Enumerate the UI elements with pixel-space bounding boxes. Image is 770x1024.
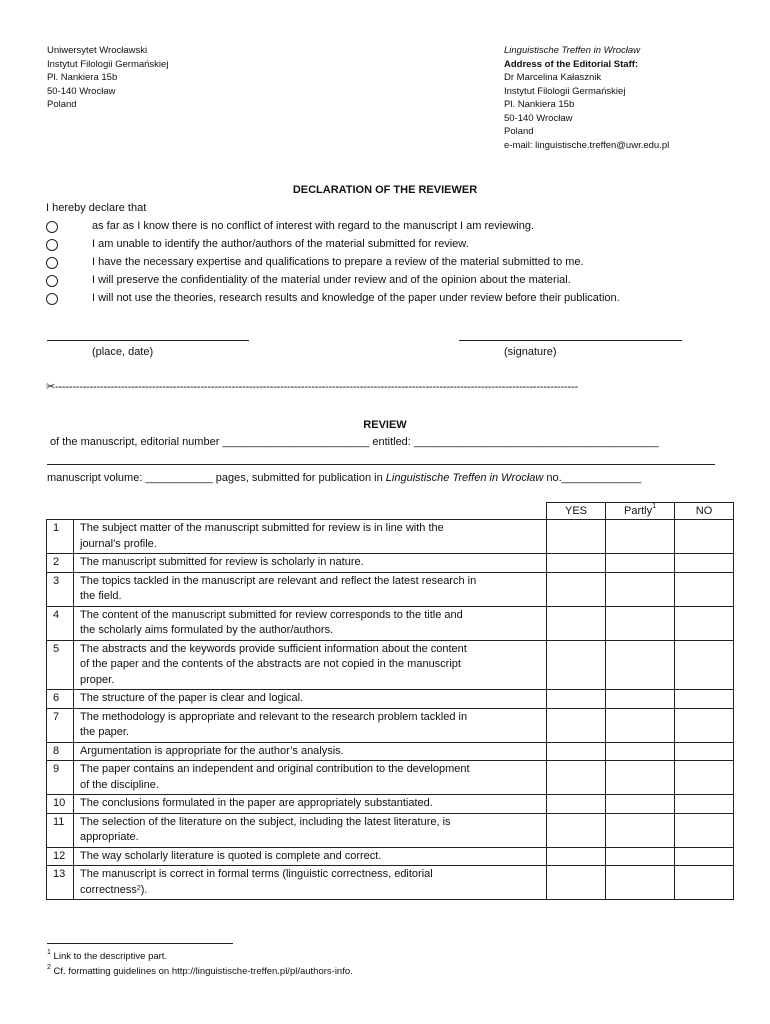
answer-cell-no[interactable]: [675, 742, 734, 761]
radio-circle[interactable]: [46, 221, 58, 233]
footnote-ref: 2: [136, 884, 141, 892]
criterion-line: the paper.: [80, 726, 129, 738]
address-line: Dr Marcelina Kałasznik: [504, 72, 602, 83]
pages-text: pages, submitted for publication in: [215, 472, 383, 484]
answer-cell-partly[interactable]: [606, 866, 675, 900]
no-label: no.: [546, 472, 562, 484]
declaration-item[interactable]: [46, 238, 726, 254]
answer-cell-yes[interactable]: [547, 640, 606, 690]
answer-cell-yes[interactable]: [547, 813, 606, 847]
address-line: Instytut Filologii Germańskiej: [47, 58, 169, 70]
answer-cell-partly[interactable]: [606, 847, 675, 866]
answer-cell-no[interactable]: [675, 813, 734, 847]
journal-name-inline: Linguistische Treffen in Wrocław: [385, 472, 544, 484]
criterion-text: [74, 572, 547, 606]
col-header-partly-label: Partly: [623, 505, 653, 517]
answer-cell-yes[interactable]: [547, 554, 606, 573]
place-date-label: (place, date): [92, 346, 154, 358]
criterion-line: correctness: [80, 883, 137, 896]
title-continuation-line[interactable]: [47, 464, 715, 465]
answer-cell-yes[interactable]: [547, 690, 606, 709]
address-line: Pl. Nankiera 15b: [504, 99, 575, 110]
table-row: [47, 520, 734, 554]
criterion-number: 11: [47, 813, 74, 847]
footnote: [47, 951, 167, 962]
criterion-number: 7: [47, 708, 74, 742]
declaration-intro: I hereby declare that: [46, 202, 147, 214]
answer-cell-yes[interactable]: [547, 742, 606, 761]
answer-cell-partly[interactable]: [606, 606, 675, 640]
criterion-text: [74, 866, 547, 900]
criterion-line: The way scholarly literature is quoted is complete and correct.: [80, 849, 382, 862]
table-row: [47, 866, 734, 900]
signature-line[interactable]: [459, 340, 682, 341]
criterion-number: 8: [47, 742, 74, 761]
signature-label: (signature): [504, 346, 557, 358]
issue-number-field[interactable]: _____________: [561, 472, 642, 484]
radio-circle[interactable]: [46, 257, 58, 269]
criterion-line: appropriate.: [80, 831, 139, 843]
footnote: [47, 966, 353, 977]
criterion-text: [74, 847, 547, 866]
answer-cell-yes[interactable]: [547, 572, 606, 606]
criterion-line: the field.: [80, 590, 122, 602]
answer-cell-yes[interactable]: [547, 866, 606, 900]
answer-cell-yes[interactable]: [547, 795, 606, 814]
radio-circle[interactable]: [46, 293, 58, 305]
answer-cell-yes[interactable]: [547, 606, 606, 640]
answer-cell-no[interactable]: [675, 640, 734, 690]
entitled-field[interactable]: ________________________________________: [413, 436, 659, 448]
criterion-line: The manuscript submitted for review is scholarly in nature.: [80, 556, 364, 568]
declaration-item-text: as far as I know there is no conflict of interest with regard to the manuscript I am reviewing.: [92, 220, 535, 232]
address-line: Uniwersytet Wrocławski: [47, 45, 148, 56]
criterion-line: The selection of the literature on the subject, including the latest literature, is: [80, 815, 451, 828]
criterion-number: 5: [47, 640, 74, 690]
answer-cell-no[interactable]: [675, 761, 734, 795]
answer-cell-no[interactable]: [675, 708, 734, 742]
criterion-text: [74, 813, 547, 847]
answer-cell-partly[interactable]: [606, 520, 675, 554]
address-line: 50-140 Wrocław: [47, 85, 116, 97]
volume-field[interactable]: ___________: [145, 472, 213, 484]
criterion-line: The paper contains an independent and original contribution to the development: [80, 763, 470, 775]
table-row: [47, 690, 734, 709]
declaration-item[interactable]: [46, 292, 726, 308]
declaration-item[interactable]: [46, 274, 726, 290]
col-header-yes: YES: [547, 503, 606, 520]
answer-cell-yes[interactable]: [547, 708, 606, 742]
criterion-number: 2: [47, 554, 74, 573]
criterion-number: 10: [47, 795, 74, 814]
criterion-line: The abstracts and the keywords provide sufficient information about the content: [80, 642, 467, 655]
criterion-number: 6: [47, 690, 74, 709]
criterion-number: 9: [47, 761, 74, 795]
criterion-text: [74, 795, 547, 814]
criterion-text: [74, 640, 547, 690]
answer-cell-no[interactable]: [675, 795, 734, 814]
declaration-item-text: I will not use the theories, research results and knowledge of the paper under review before their publication.: [92, 292, 620, 304]
footnote-number: 2: [47, 964, 51, 971]
answer-cell-no[interactable]: [675, 520, 734, 554]
editorial-number-field[interactable]: ________________________: [222, 436, 370, 448]
criterion-text: [74, 690, 547, 709]
address-line: 50-140 Wrocław: [504, 112, 573, 124]
table-row: [47, 554, 734, 573]
col-header-no: NO: [675, 503, 734, 520]
manuscript-line: [50, 436, 659, 448]
criterion-number: 13: [47, 866, 74, 900]
criterion-number: 12: [47, 847, 74, 866]
criterion-line: journal’s profile.: [80, 537, 157, 550]
manuscript-prefix: of the manuscript, editorial number: [50, 436, 220, 448]
answer-cell-no[interactable]: [675, 572, 734, 606]
answer-cell-no[interactable]: [675, 690, 734, 709]
criterion-text: [74, 520, 547, 554]
criterion-line: The subject matter of the manuscript submitted for review is in line with the: [80, 522, 444, 534]
editorial-address: [504, 44, 669, 152]
radio-circle[interactable]: [46, 275, 58, 287]
table-row: [47, 761, 734, 795]
criterion-line: The methodology is appropriate and relevant to the research problem tackled in: [80, 710, 468, 723]
volume-line: [47, 472, 641, 484]
criterion-line: The content of the manuscript submitted for review corresponds to the title and: [80, 608, 463, 621]
answer-cell-partly[interactable]: [606, 640, 675, 690]
criterion-line: The structure of the paper is clear and logical.: [80, 692, 304, 704]
volume-label: manuscript volume:: [47, 472, 143, 484]
review-title: REVIEW: [363, 419, 407, 431]
criterion-number: 3: [47, 572, 74, 606]
footnote-number: 1: [47, 949, 51, 956]
email-link[interactable]: e-mail: linguistische.treffen@uwr.edu.pl: [504, 139, 670, 151]
table-header-row: [47, 503, 734, 520]
footnote-separator: [47, 943, 233, 944]
criterion-tail: ).: [140, 883, 148, 896]
journal-name: Linguistische Treffen in Wrocław: [504, 45, 641, 56]
place-date-line[interactable]: [47, 340, 249, 341]
address-line: Pl. Nankiera 15b: [47, 72, 118, 83]
review-criteria-table: [46, 502, 734, 900]
criterion-text: [74, 708, 547, 742]
criterion-text: [74, 742, 547, 761]
answer-cell-partly[interactable]: [606, 572, 675, 606]
entitled-label: entitled:: [372, 436, 411, 448]
answer-cell-no[interactable]: [675, 847, 734, 866]
answer-cell-no[interactable]: [675, 866, 734, 900]
footnote-text: Link to the descriptive part.: [53, 951, 168, 962]
answer-cell-yes[interactable]: [547, 520, 606, 554]
criterion-line: Argumentation is appropriate for the author’s analysis.: [80, 744, 344, 757]
answer-cell-partly[interactable]: [606, 742, 675, 761]
criterion-line: The conclusions formulated in the paper are appropriately substantiated.: [80, 797, 433, 809]
criterion-line-wrap: [80, 883, 540, 899]
footnote-text: Cf. formatting guidelines on http://linguistische-treffen.pl/pl/authors-info.: [53, 966, 353, 977]
declaration-item-text: I will preserve the confidentiality of the material under review and of the opinion about the material.: [92, 274, 571, 286]
footnote-ref: 1: [652, 503, 657, 510]
table-row: [47, 847, 734, 866]
address-line: Instytut Filologii Germańskiej: [504, 85, 626, 97]
table-row: [47, 640, 734, 690]
criterion-line: of the paper and the contents of the abstracts are not copied in the manuscript: [80, 658, 461, 670]
criterion-text: [74, 606, 547, 640]
editorial-heading: Address of the Editorial Staff:: [504, 58, 639, 70]
cut-line: ✂-------------------------------------------------------------------------------------------------------------------------------------------------------: [46, 381, 578, 393]
declaration-item[interactable]: [46, 220, 726, 236]
criterion-line: The topics tackled in the manuscript are relevant and reflect the latest research in: [80, 574, 477, 587]
radio-circle[interactable]: [46, 239, 58, 251]
criterion-line: the scholarly aims formulated by the author/authors.: [80, 624, 334, 636]
answer-cell-partly[interactable]: [606, 554, 675, 573]
declaration-item[interactable]: [46, 256, 726, 272]
criterion-line: The manuscript is correct in formal terms (linguistic correctness, editorial: [80, 868, 433, 880]
table-row: [47, 742, 734, 761]
address-line: Poland: [47, 99, 77, 110]
answer-cell-yes[interactable]: [547, 761, 606, 795]
table-row: [47, 572, 734, 606]
answer-cell-partly[interactable]: [606, 690, 675, 709]
table-row: [47, 813, 734, 847]
answer-cell-no[interactable]: [675, 606, 734, 640]
col-header-partly: [606, 503, 675, 520]
declaration-item-text: I am unable to identify the author/authors of the material submitted for review.: [92, 238, 469, 250]
criterion-line: of the discipline.: [80, 778, 159, 791]
criterion-text: [74, 554, 547, 573]
sender-address: [47, 44, 168, 112]
answer-cell-partly[interactable]: [606, 795, 675, 814]
answer-cell-partly[interactable]: [606, 813, 675, 847]
table-row: [47, 795, 734, 814]
table-row: [47, 708, 734, 742]
declaration-item-text: I have the necessary expertise and qualifications to prepare a review of the material submitted to me.: [92, 256, 584, 268]
criterion-text: [74, 761, 547, 795]
address-line: Poland: [504, 126, 534, 137]
criterion-line: proper.: [80, 673, 115, 686]
table-row: [47, 606, 734, 640]
answer-cell-partly[interactable]: [606, 761, 675, 795]
declaration-title: DECLARATION OF THE REVIEWER: [292, 184, 478, 196]
criterion-number: 1: [47, 520, 74, 554]
criterion-number: 4: [47, 606, 74, 640]
answer-cell-partly[interactable]: [606, 708, 675, 742]
answer-cell-yes[interactable]: [547, 847, 606, 866]
answer-cell-no[interactable]: [675, 554, 734, 573]
